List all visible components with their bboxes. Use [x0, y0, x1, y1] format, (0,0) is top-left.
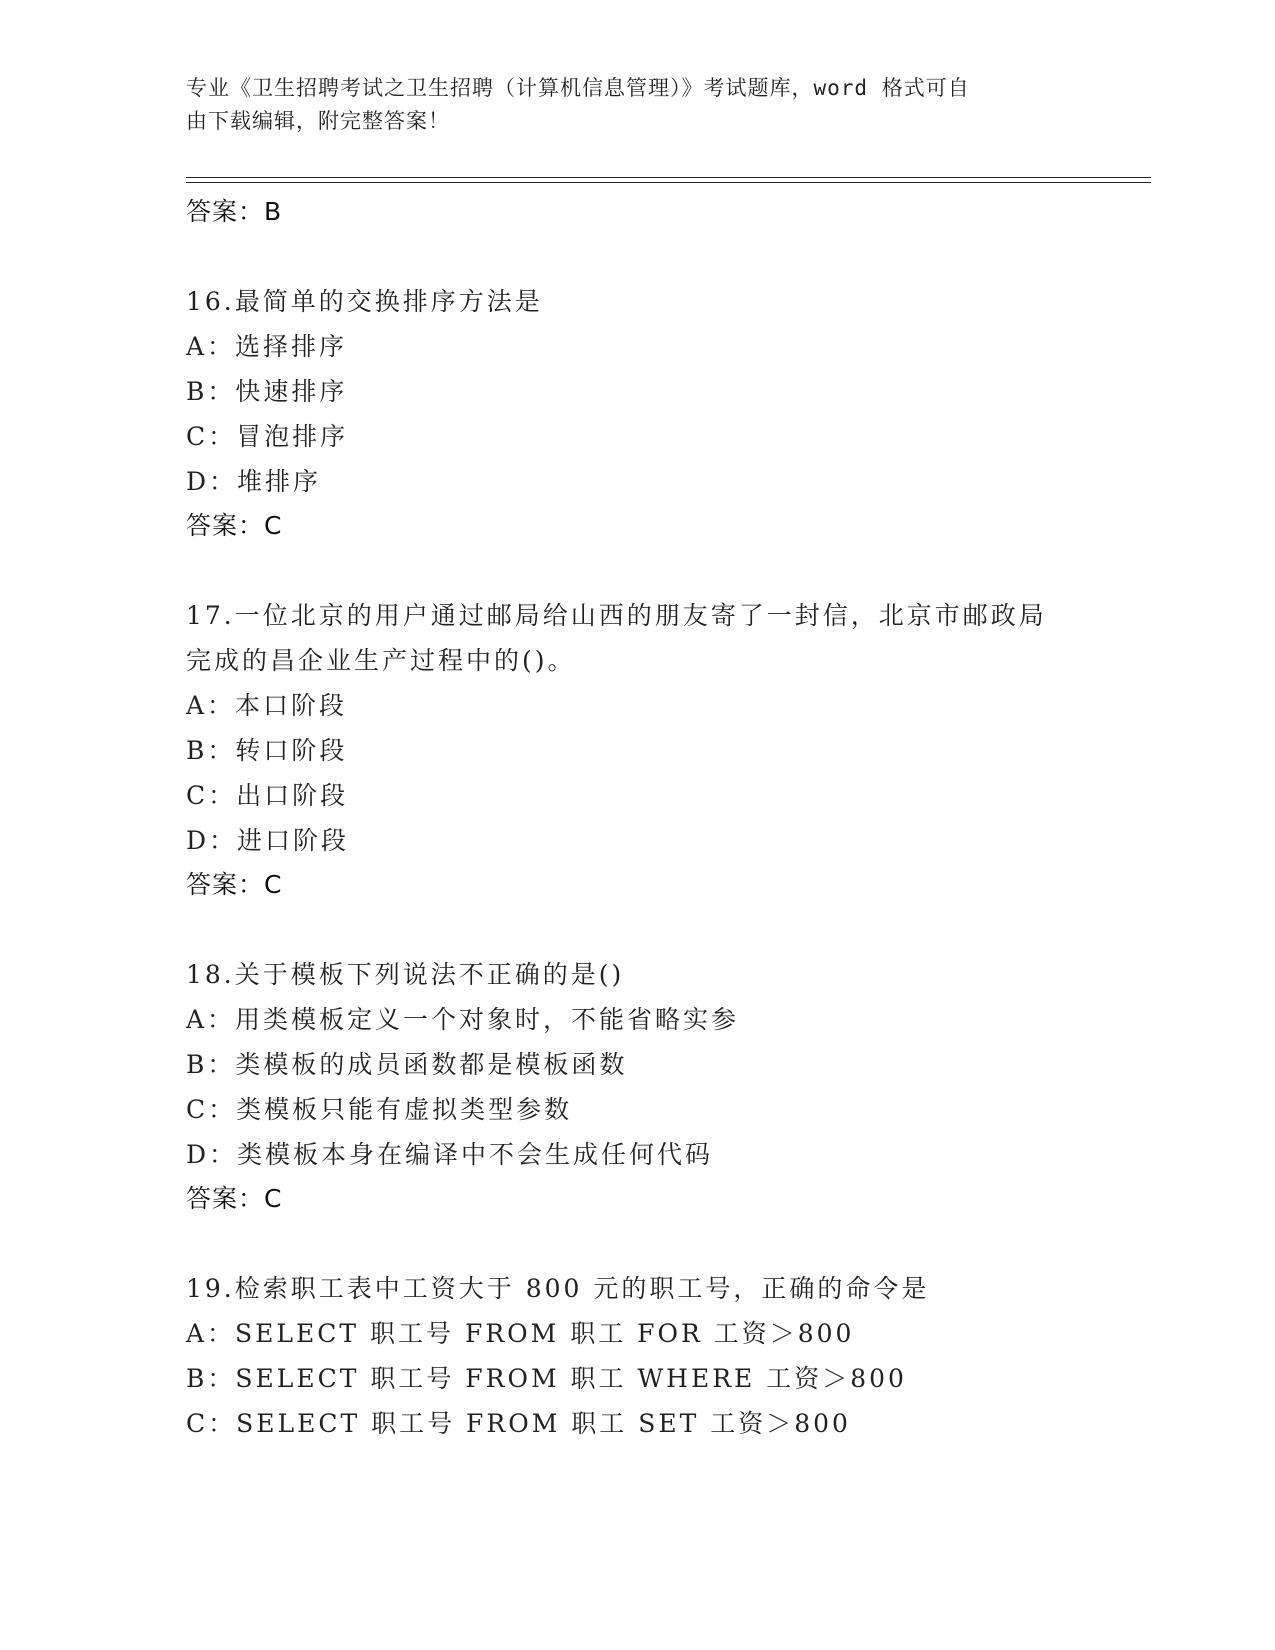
option-a: A：选择排序	[186, 332, 348, 361]
spacer	[186, 1221, 1146, 1266]
option-d: D：堆排序	[186, 467, 322, 496]
question-block	[186, 279, 1146, 548]
option-d: D：类模板本身在编译中不会生成任何代码	[186, 1140, 714, 1169]
option-d: D：进口阶段	[186, 826, 350, 855]
option-b: B：类模板的成员函数都是模板函数	[186, 1050, 628, 1079]
option-a: A：SELECT 职工号 FROM 职工 FOR 工资＞800	[186, 1319, 855, 1348]
answer-line: 答案：C	[186, 870, 283, 899]
option-b: B：快速排序	[186, 377, 348, 406]
question-text: 18.关于模板下列说法不正确的是()	[186, 960, 625, 989]
question-text: 16.最简单的交换排序方法是	[186, 287, 543, 316]
question-list	[186, 190, 1146, 1446]
answer-line: 答案：B	[186, 197, 283, 226]
question-text: 19.检索职工表中工资大于 800 元的职工号，正确的命令是	[186, 1274, 930, 1303]
answer-line: 答案：C	[186, 1184, 283, 1213]
option-c: C：类模板只能有虚拟类型参数	[186, 1095, 573, 1124]
header-rule-bottom	[186, 182, 1151, 183]
answer-line: 答案：C	[186, 511, 283, 540]
document-header	[186, 72, 1066, 138]
question-text: 17.一位北京的用户通过邮局给山西的朋友寄了一封信，北京市邮政局	[186, 601, 1047, 630]
option-a: A：用类模板定义一个对象时，不能省略实参	[186, 1005, 740, 1034]
option-b: B：SELECT 职工号 FROM 职工 WHERE 工资＞800	[186, 1364, 907, 1393]
spacer	[186, 234, 1146, 279]
header-line-1: 专业《卫生招聘考试之卫生招聘（计算机信息管理）》考试题库，word 格式可自	[186, 76, 970, 100]
option-b: B：转口阶段	[186, 736, 348, 765]
option-c: C：出口阶段	[186, 781, 349, 810]
spacer	[186, 548, 1146, 593]
option-c: C：SELECT 职工号 FROM 职工 SET 工资＞800	[186, 1409, 851, 1438]
question-block	[186, 952, 1146, 1221]
header-rule-top	[186, 177, 1151, 178]
question-block	[186, 1266, 1146, 1446]
header-line-2: 由下载编辑，附完整答案！	[186, 109, 450, 133]
question-text-continued: 完成的昌企业生产过程中的()。	[186, 646, 576, 675]
option-c: C：冒泡排序	[186, 422, 349, 451]
option-a: A：本口阶段	[186, 691, 348, 720]
spacer	[186, 907, 1146, 952]
question-block	[186, 593, 1146, 907]
